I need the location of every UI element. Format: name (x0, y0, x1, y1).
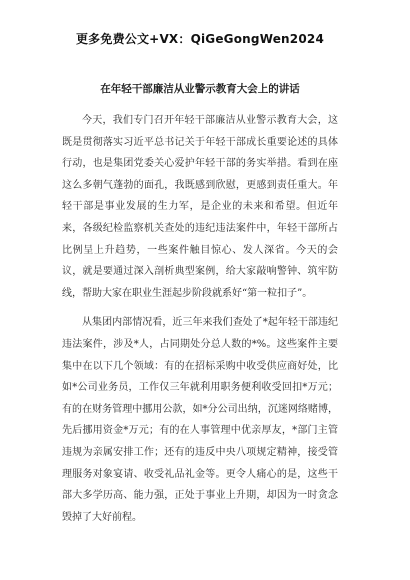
document-title: 在年轻干部廉洁从业警示教育大会上的讲话 (100, 83, 300, 95)
paragraph-opening: 今天，我们专门召开年轻干部廉洁从业警示教育大会，这既是贯彻落实习近平总书记关于年轻干部成长重要论述的具体行动，也是集团党委关心爱护年轻干部的务实举措。看到在座这么多朝气蓬勃的面孔，我既感到欣慰，更感到责任重大。年轻干部是事业发展的生力军，是企业的未来和希望。但近年来，各级纪检监察机关查处的违纪违法案件中，年轻干部所占比例呈上升趋势，一些案件触目惊心、发人深省。今天的会议，就是要通过深入剖析典型案例，给大家敲响警钟、筑牢防线，帮助大家在职业生涯起步阶段就系好“第一粒扣子”。 (62, 115, 338, 299)
paragraph-case-overview: 从集团内部情况看，近三年来我们查处了*起年轻干部违纪违法案件，涉及*人，占同期处分总人数的*%。这些案件主要集中在以下几个领域：有的在招标采购中收受供应商好处，比如*公司业务员，工作仅三年就利用职务便利收受回扣*万元；有的在财务管理中挪用公款，如*分公司出纳，沉迷网络赌博，先后挪用资金*万元；有的在人事管理中优亲厚友，*部门主管违规为亲属安排工作；还有的违反中央八项规定精神，接受管理服务对象宴请、收受礼品礼金等。更令人痛心的是，这些干部大多学历高、能力强，正处于事业上升期，却因为一时贪念毁掉了大好前程。 (62, 317, 338, 523)
watermark-header: 更多免费公文+VX：QiGeGongWen2024 (75, 32, 324, 46)
